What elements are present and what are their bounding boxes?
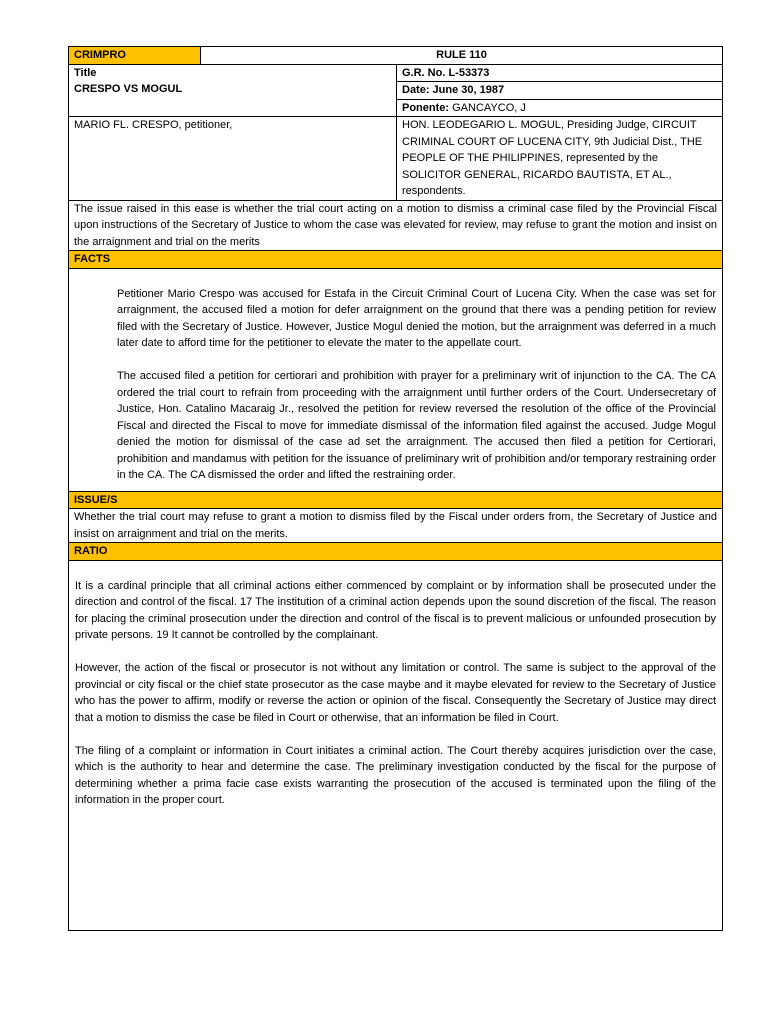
header-row bbox=[69, 47, 723, 65]
facts-body-row bbox=[69, 268, 723, 491]
issue-summary-row bbox=[69, 200, 723, 251]
ratio-body-row bbox=[69, 560, 723, 930]
decision-date: Date: June 30, 1987 bbox=[397, 82, 723, 100]
gr-number: G.R. No. L-53373 bbox=[397, 64, 723, 82]
facts-heading: FACTS bbox=[69, 251, 723, 269]
case-digest-sheet bbox=[68, 46, 722, 931]
ponente-name: GANCAYCO, J bbox=[452, 101, 526, 114]
petitioner-cell: MARIO FL. CRESPO, petitioner, bbox=[69, 117, 397, 201]
issues-body-row bbox=[69, 509, 723, 543]
issues-heading: ISSUE/S bbox=[69, 491, 723, 509]
ponente-label: Ponente: bbox=[402, 101, 450, 114]
ponente-cell bbox=[397, 99, 723, 117]
facts-paragraph: Petitioner Mario Crespo was accused for Estafa in the Circuit Criminal Court of Lucena City. When the case was set for arraignment, the accused filed a motion for defer arraignment on the ground that there was a pending petition for review filed with the Secretary of Justice. However, Justice Mogul denied the motion, but the arraignment was deferred in a much later date to afford time for the petitioner to elevate the mater to the appellate court. bbox=[117, 287, 716, 349]
case-digest-table bbox=[68, 46, 723, 931]
ratio-heading: RATIO bbox=[69, 543, 723, 561]
issue-summary: The issue raised in this ease is whether the trial court acting on a motion to dismiss a criminal case filed by the Provincial Fiscal upon instructions of the Secretary of Justice to whom the case was elevated for review, may refuse to grant the motion and insist on the arraignment and trial on the merits bbox=[69, 200, 723, 251]
respondents-cell: HON. LEODEGARIO L. MOGUL, Presiding Judge, CIRCUIT CRIMINAL COURT OF LUCENA CITY, 9th Judicial Dist., THE PEOPLE OF THE PHILIPPINES, represented by the SOLICITOR GENERAL, RICARDO BAUTISTA, ET AL., respondents. bbox=[397, 117, 723, 201]
ratio-paragraph: It is a cardinal principle that all criminal actions either commenced by complaint or by information shall be prosecuted under the direction and control of the fiscal. 17 The institution of a criminal action depends upon the sound discretion of the fiscal. The reason for placing the criminal prosecution under the direction and control of the fiscal is to prevent malicious or unfounded prosecution by private persons. 19 It cannot be controlled by the complainant. bbox=[75, 579, 716, 641]
ratio-body bbox=[69, 560, 723, 930]
ratio-heading-row bbox=[69, 543, 723, 561]
facts-body bbox=[69, 268, 723, 491]
title-row bbox=[69, 64, 723, 82]
issues-heading-row bbox=[69, 491, 723, 509]
title-label: Title bbox=[74, 66, 97, 79]
issues-text: Whether the trial court may refuse to grant a motion to dismiss filed by the Fiscal under orders from, the Secretary of Justice and insist on arraignment and trial on the merits. bbox=[69, 509, 723, 543]
facts-paragraph: The accused filed a petition for certiorari and prohibition with prayer for a preliminary writ of injunction to the CA. The CA ordered the trial court to refrain from proceeding with the arraignment until further orders of the Court. Undersecretary of Justice, Hon. Catalino Macaraig Jr., resolved the petition for review reversed the resolution of the office of the Provincial Fiscal and directed the Fiscal to move for immediate dismissal of the information filed against the accused. Judge Mogul denied the motion for dismissal of the case ad set the arraignment. The accused then filed a petition for Certiorari, prohibition and mandamus with petition for the issuance of preliminary writ of prohibition and/or temporary restraining order in the CA. The CA dismissed the order and lifted the restraining order. bbox=[117, 370, 716, 481]
title-cell bbox=[69, 64, 397, 117]
rule-cell: RULE 110 bbox=[201, 47, 723, 65]
facts-heading-row bbox=[69, 251, 723, 269]
ratio-paragraph: The filing of a complaint or information in Court initiates a criminal action. The Court thereby acquires jurisdiction over the case, which is the authority to hear and determine the case. The preliminary investigation conducted by the fiscal for the purpose of determining whether a prima facie case exists warranting the prosecution of the accused is terminated upon the filing of the information in the proper court. bbox=[75, 744, 716, 806]
case-title: CRESPO VS MOGUL bbox=[74, 83, 183, 95]
parties-row bbox=[69, 117, 723, 201]
subject-cell: CRIMPRO bbox=[69, 47, 201, 65]
ratio-paragraph: However, the action of the fiscal or prosecutor is not without any limitation or control. The same is subject to the approval of the provincial or city fiscal or the chief state prosecutor as the case maybe and it maybe elevated for review to the Secretary of Justice who has the power to affirm, modify or reverse the action or opinion of the fiscal. Consequently the Secretary of Justice may direct that a motion to dismiss the case be filed in Court or otherwise, that an information be filed in Court. bbox=[75, 662, 716, 724]
